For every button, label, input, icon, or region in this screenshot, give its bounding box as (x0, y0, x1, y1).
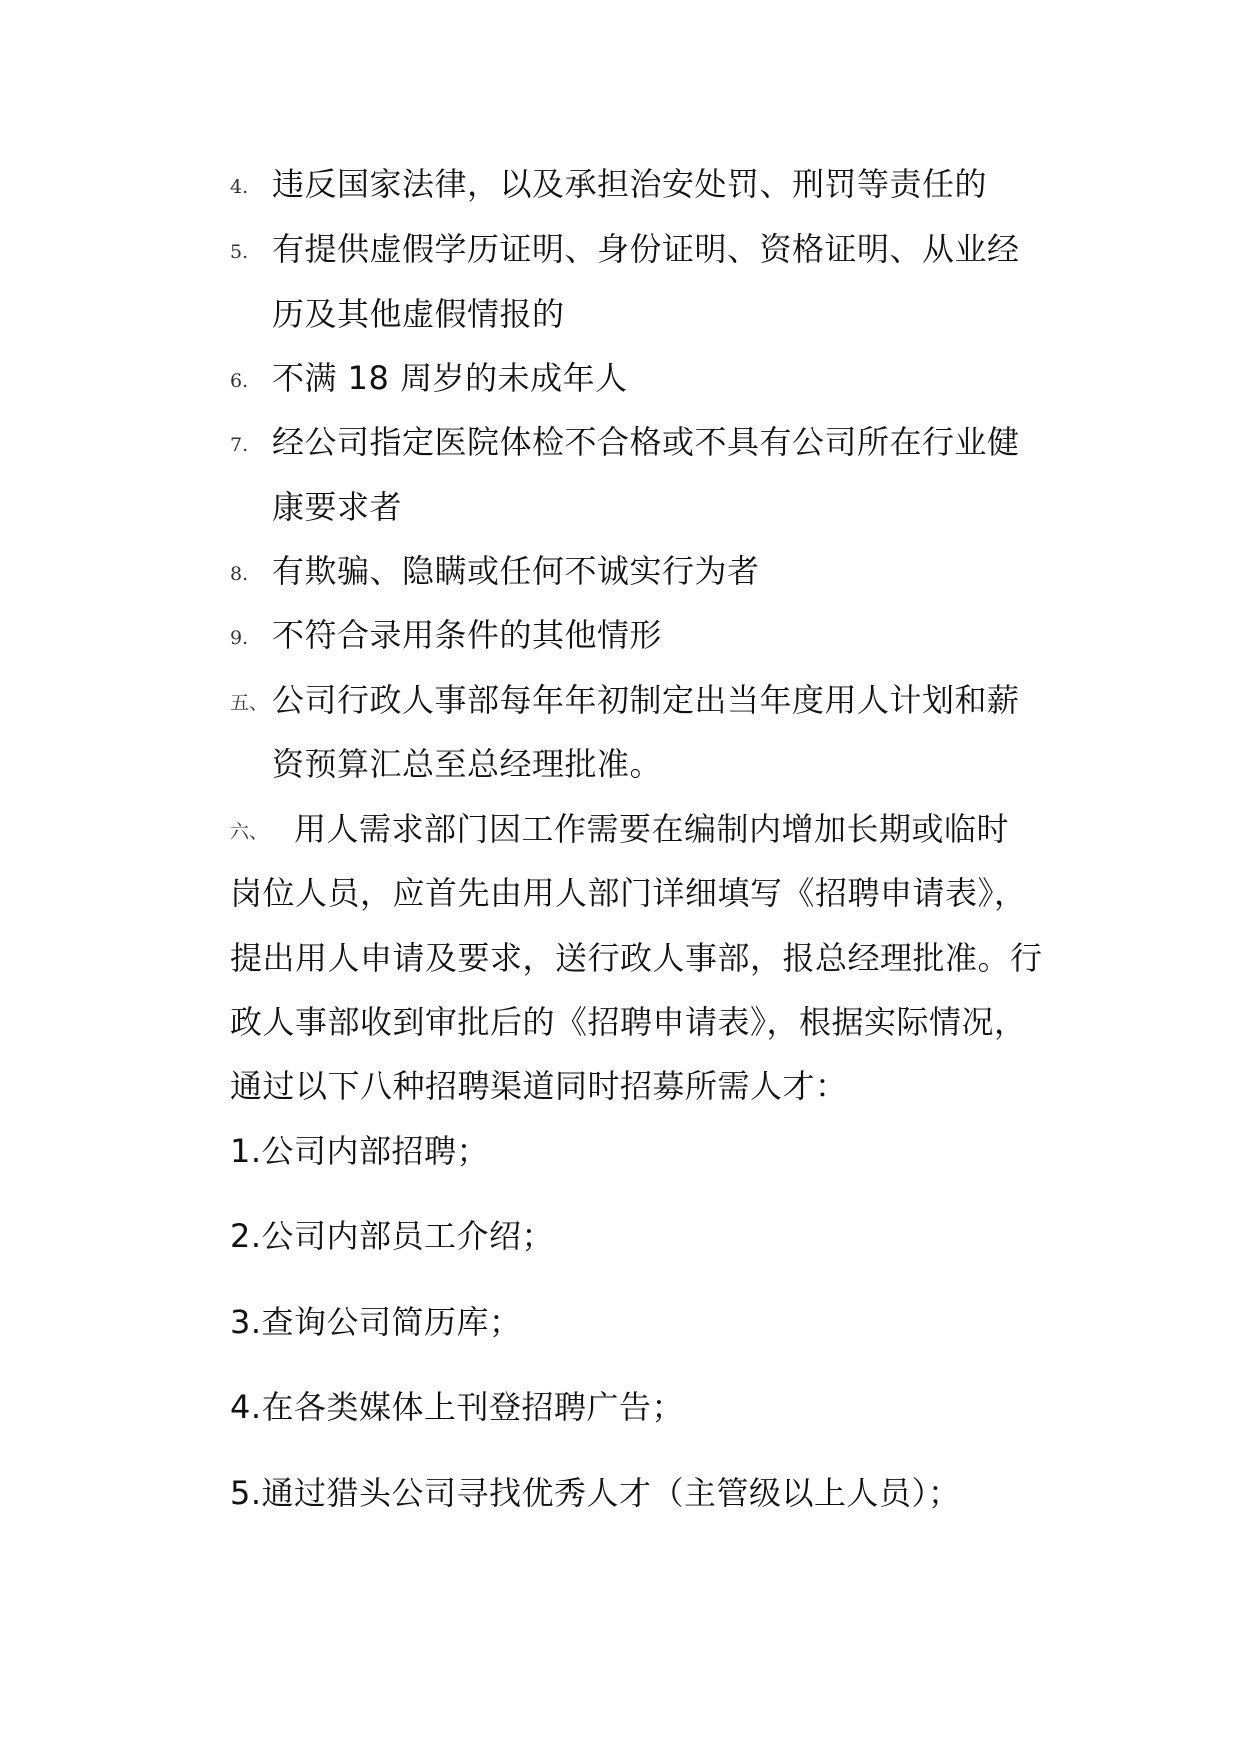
section-marker: 六、 (230, 821, 269, 843)
list-marker: 8. (230, 563, 249, 585)
list-item-text: 康要求者 (272, 488, 403, 526)
list-item-text: 有提供虚假学历证明、身份证明、资格证明、从业经 (272, 230, 1020, 268)
list-marker: 4. (230, 176, 249, 198)
channel-item: 4.在各类媒体上刊登招聘广告； (230, 1388, 685, 1426)
section-marker: 五、 (230, 692, 269, 714)
list-marker: 7. (230, 434, 249, 456)
list-item-text: 有欺骗、隐瞒或任何不诚实行为者 (272, 552, 760, 590)
list-item-text: 不符合录用条件的其他情形 (272, 616, 663, 654)
list-item-text: 经公司指定医院体检不合格或不具有公司所在行业健 (272, 423, 1020, 461)
list-marker: 9. (230, 627, 249, 649)
list-item-text: 违反国家法律，以及承担治安处罚、刑罚等责任的 (272, 165, 988, 203)
section-text: 资预算汇总至总经理批准。 (272, 745, 663, 783)
section-text: 岗位人员，应首先由用人部门详细填写《招聘申请表》， (230, 874, 1027, 912)
channel-item: 5.通过猎头公司寻找优秀人才（主管级以上人员）； (230, 1474, 961, 1512)
list-item-text: 历及其他虚假情报的 (272, 295, 565, 333)
section-text: 提出用人申请及要求，送行政人事部，报总经理批准。行 (230, 939, 1043, 977)
channel-item: 3.查询公司简历库； (230, 1303, 522, 1341)
channel-item: 1.公司内部招聘； (230, 1132, 490, 1170)
section-text: 通过以下八种招聘渠道同时招募所需人才： (230, 1067, 848, 1105)
section-text: 用人需求部门因工作需要在编制内增加长期或临时 (294, 810, 1010, 848)
channel-item: 2.公司内部员工介绍； (230, 1217, 555, 1255)
section-text: 公司行政人事部每年年初制定出当年度用人计划和薪 (272, 681, 1020, 719)
section-text: 政人事部收到审批后的《招聘申请表》，根据实际情况， (230, 1003, 1027, 1041)
list-marker: 5. (230, 241, 249, 263)
list-item-text: 不满 18 周岁的未成年人 (272, 359, 628, 397)
list-marker: 6. (230, 370, 249, 392)
